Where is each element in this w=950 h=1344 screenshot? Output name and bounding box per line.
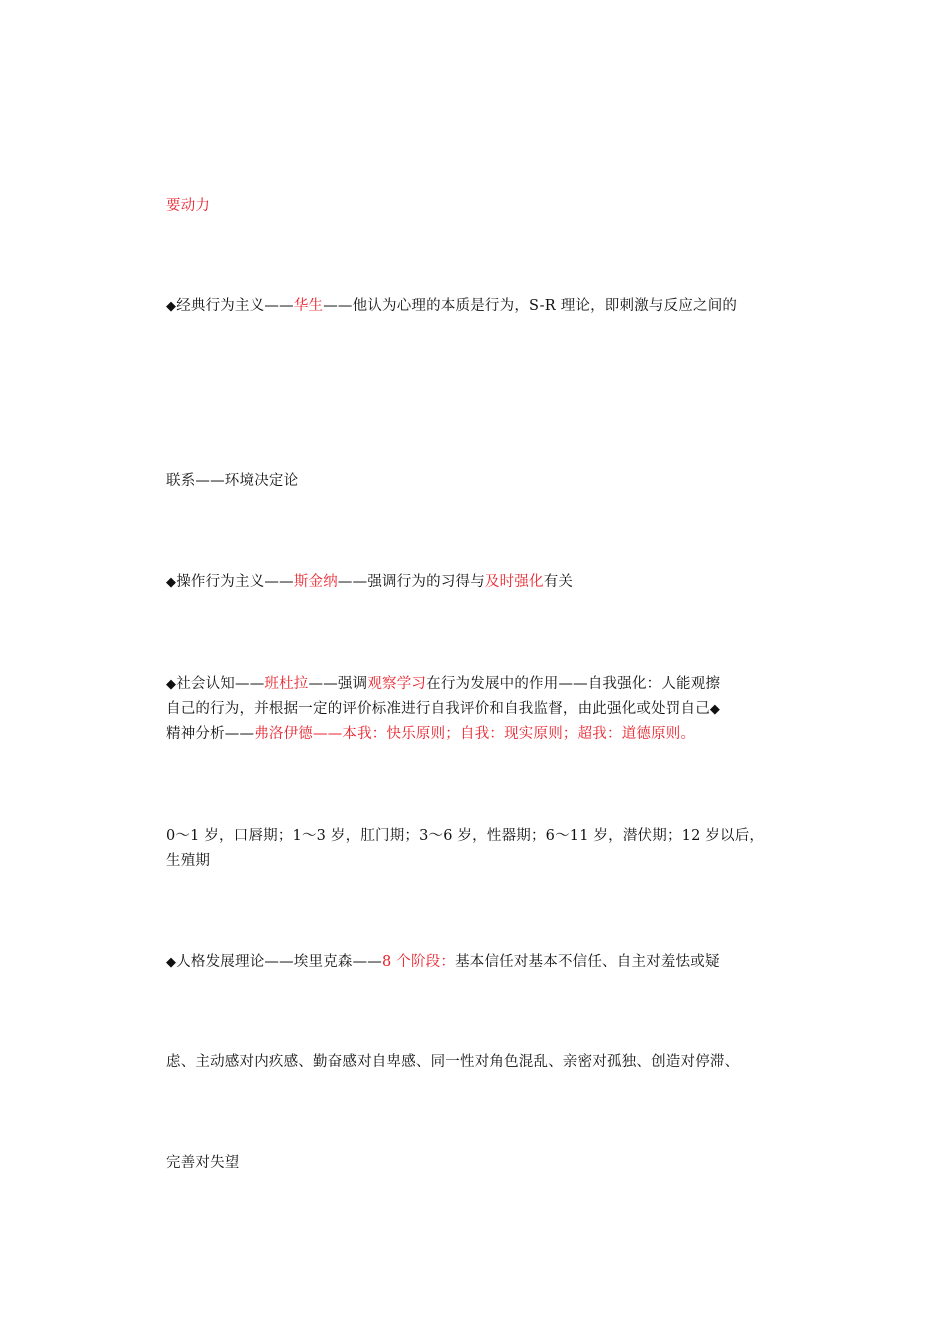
text-line: [166, 826, 764, 846]
text-segment: 0～1 岁，口唇期；1～3 岁，肛门期；3～6 岁，性器期；6～11 岁，潜伏期；12 岁以后，: [166, 828, 765, 844]
text-segment: 基本信任对基本不信任、自主对羞怯或疑: [455, 954, 720, 970]
highlighted-text: 8 个阶段：: [382, 954, 456, 970]
highlighted-text: 班杜拉: [264, 676, 309, 692]
text-segment: 操作行为主义——: [176, 574, 294, 590]
highlighted-text: 观察学习: [367, 676, 427, 692]
text-line: [166, 851, 210, 871]
diamond-icon: ◆: [166, 955, 177, 970]
text-line: [166, 196, 210, 216]
highlighted-text: 华生: [293, 298, 324, 314]
diamond-icon: ◆: [166, 299, 177, 314]
text-line: [166, 572, 573, 593]
highlighted-text: 斯金纳: [293, 574, 338, 590]
text-segment: 社会认知——: [176, 676, 265, 692]
text-segment: 在行为发展中的作用——自我强化：人能观擦: [426, 676, 721, 692]
text-line: [166, 471, 298, 491]
text-segment: 联系——环境决定论: [166, 473, 299, 489]
text-line: [166, 674, 720, 695]
text-line: [166, 699, 720, 720]
text-segment: 人格发展理论——埃里克森——: [176, 954, 383, 970]
text-segment: 自己的行为，并根据一定的评价标准进行自我评价和自我监督，由此强化或处罚自己: [166, 701, 710, 717]
text-line: [166, 296, 737, 317]
text-segment: 精神分析——: [166, 726, 255, 742]
highlighted-text: 弗洛伊德——本我：快乐原则；自我：现实原则；超我：道德原则。: [254, 726, 696, 742]
highlighted-text: 要动力: [166, 198, 211, 214]
text-segment: ——强调: [308, 676, 368, 692]
text-line: [166, 952, 720, 973]
text-segment: 虑、主动感对内疚感、勤奋感对自卑感、同一性对角色混乱、亲密对孤独、创造对停滞、: [166, 1054, 740, 1070]
text-line: [166, 1153, 240, 1173]
text-line: [166, 724, 695, 744]
text-line: [166, 1052, 739, 1072]
text-segment: ——他认为心理的本质是行为，S-R 理论，即刺激与反应之间的: [323, 298, 738, 314]
diamond-icon: ◆: [709, 702, 721, 717]
text-segment: 完善对失望: [166, 1155, 240, 1171]
diamond-icon: ◆: [166, 575, 177, 590]
text-segment: 经典行为主义——: [176, 298, 294, 314]
highlighted-text: 及时强化: [484, 574, 544, 590]
text-segment: ——强调行为的习得与: [337, 574, 485, 590]
diamond-icon: ◆: [166, 677, 177, 692]
text-segment: 生殖期: [166, 853, 211, 869]
text-segment: 有关: [543, 574, 574, 590]
